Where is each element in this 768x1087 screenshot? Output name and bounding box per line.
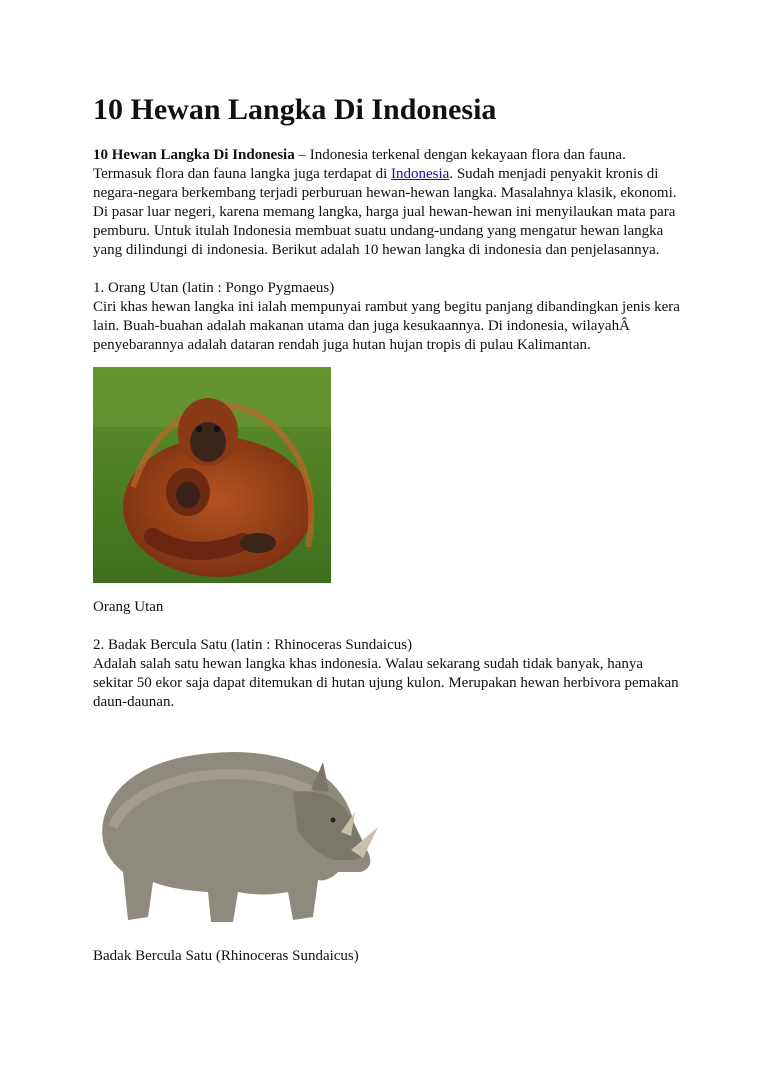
indonesia-link[interactable]: Indonesia — [391, 166, 450, 182]
section-1-heading: 1. Orang Utan (latin : Pongo Pygmaeus) — [93, 280, 335, 296]
spacer — [93, 260, 683, 279]
section-1-caption: Orang Utan — [93, 599, 164, 615]
rhinoceros-photo — [93, 732, 383, 930]
section-1-body: Ciri khas hewan langka ini ialah mempunyai rambut yang begitu panjang dibandingkan jenis kera lain. Buah-buahan adalah makanan utama dan juga kesukaannya. Di indonesia, wilayahÂ penyebarannya adalah dataran rendah juga hutan hujan tropis di pulau Kalimantan. — [93, 299, 680, 353]
intro-paragraph — [93, 146, 683, 260]
page-title: 10 Hewan Langka Di Indonesia — [93, 93, 497, 126]
section-2-caption: Badak Bercula Satu (Rhinoceras Sundaicus) — [93, 948, 359, 964]
section-2-body: Adalah salah satu hewan langka khas indonesia. Walau sekarang sudah tidak banyak, hanya sekitar 50 ekor saja dapat ditemukan di hutan ujung kulon. Merupakan hewan herbivora pemakan daun-daunan. — [93, 656, 679, 710]
spacer — [93, 617, 683, 636]
intro-bold-lead: 10 Hewan Langka Di Indonesia — [93, 147, 295, 163]
document-page — [93, 92, 683, 966]
section-2-heading: 2. Badak Bercula Satu (latin : Rhinoceras Sundaicus) — [93, 637, 413, 653]
intro-text-2: . Sudah menjadi penyakit kronis di negara-negara berkembang terjadi perburuan hewan-hewan langka. Masalahnya klasik, ekonomi. Di pasar luar negeri, karena memang langka, harga jual hewan-hewan ini menyilaukan mata para pemburu. Untuk itulah Indonesia membuat suatu undang-undang yang mengatur hewan langka yang dilindungi di indonesia. Berikut adalah 10 hewan langka di indonesia dan penjelasannya. — [93, 166, 677, 258]
orangutan-photo — [93, 367, 331, 583]
intro-text-1: – Indonesia terkenal dengan kekayaan flora dan fauna. Termasuk flora dan fauna langka juga terdapat di — [93, 147, 626, 182]
